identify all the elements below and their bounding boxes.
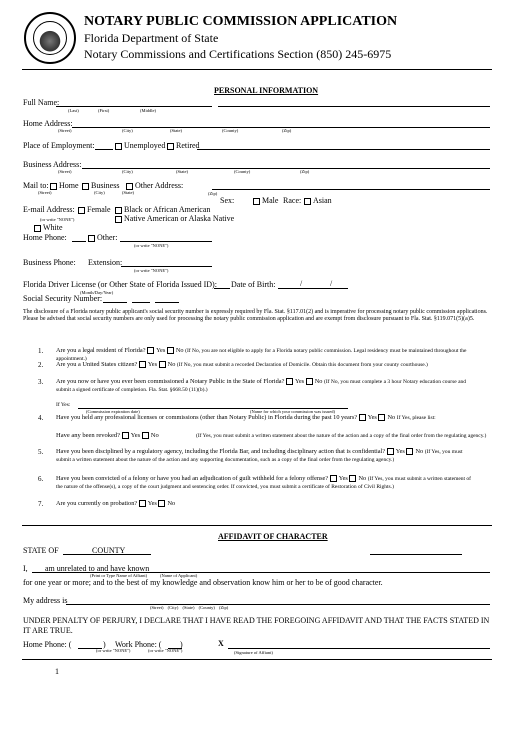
question-text: Are you now or have you ever been commissioned a Notary Public in the State of Florida? [56, 378, 285, 385]
question-item [56, 378, 476, 394]
unemployed-checkbox[interactable] [115, 143, 122, 150]
extension-label: Extension: [88, 258, 123, 267]
full-name-label: Full Name: [23, 98, 60, 107]
female-option[interactable]: Female [78, 205, 111, 214]
signature-x: X [218, 639, 224, 648]
mail-business-checkbox[interactable] [82, 183, 89, 190]
q4-revoked: Have any been revoked? Yes No [56, 432, 159, 439]
dl-field[interactable] [214, 288, 230, 289]
email-none-sub: (or write "NONE") [40, 217, 75, 222]
question-no-checkbox[interactable] [378, 414, 385, 421]
home-street-sub: (Street) [58, 128, 72, 133]
question-note: (If Yes, you must submit a written statement of the nature of the offense(s), a copy of the court judgment and sentencing order. If convicted, you must submit a certificate of Restoration of Civil Rights.) [56, 476, 472, 490]
home-address-field[interactable] [72, 127, 490, 128]
affiant-work-phone-label: Work Phone: ( [115, 640, 162, 649]
asian-option[interactable]: Asian [304, 196, 332, 205]
yes-label: Yes [367, 414, 377, 421]
dl-label: Florida Driver License (or Other State of Florida Issued ID): [23, 280, 217, 289]
female-checkbox[interactable] [78, 207, 85, 214]
yes-label: Yes [156, 347, 166, 354]
dob-field[interactable] [278, 288, 348, 289]
business-address-label: Business Address: [23, 160, 82, 169]
mail-home-checkbox[interactable] [50, 183, 57, 190]
yes-label: Yes [147, 361, 158, 368]
mail-business-option[interactable]: Business [82, 181, 119, 190]
yes-label: Yes [338, 475, 348, 482]
question-no-checkbox[interactable] [406, 448, 413, 455]
yes-label: Yes [294, 378, 305, 385]
biz-zip-sub: (Zip) [300, 169, 310, 174]
yes-label: Yes [395, 448, 405, 455]
affidavit-heading: AFFIDAVIT OF CHARACTER [218, 532, 328, 541]
biz-state-sub: (State) [176, 169, 188, 174]
seal-emblem [33, 21, 67, 55]
first-sub: (First) [98, 108, 110, 113]
full-name-field[interactable] [56, 106, 212, 107]
biz-city-sub: (City) [122, 169, 133, 174]
place-of-employment-label: Place of Employment: [23, 141, 95, 150]
no-label: No [167, 500, 176, 507]
ssn-part-1[interactable] [103, 302, 127, 303]
retired-option[interactable]: Retired [167, 141, 200, 150]
question-number: 7. [38, 500, 44, 508]
home-county-sub: (County) [222, 128, 239, 133]
applicant-name-sub: (Name of Applicant) [160, 573, 198, 578]
middle-sub: (Middle) [140, 108, 156, 113]
biz-street-sub: (Street) [58, 169, 72, 174]
home-zip-sub: (Zip) [282, 128, 292, 133]
work-phone-none-sub-2: (or write "NONE") [148, 648, 183, 653]
full-name-field-2[interactable] [218, 106, 490, 107]
business-phone-label: Business Phone: [23, 258, 76, 267]
unemployed-option[interactable]: Unemployed [115, 141, 165, 150]
race-native-checkbox[interactable] [115, 216, 122, 223]
question-note: If Yes, please list: [396, 415, 436, 421]
retired-checkbox[interactable] [167, 143, 174, 150]
asian-checkbox[interactable] [304, 198, 311, 205]
home-phone-paren: ) [103, 640, 106, 649]
form-title: NOTARY PUBLIC COMMISSION APPLICATION [84, 14, 398, 29]
male-checkbox[interactable] [253, 198, 260, 205]
one-year-statement: for one year or more; and to the best of my knowledge and observation know him or her to be of good character. [23, 578, 383, 587]
home-phone-other-option[interactable]: Other: [88, 233, 117, 242]
race-white-option[interactable]: White [34, 223, 63, 232]
employment-field-2[interactable] [197, 149, 490, 150]
home-phone-other-checkbox[interactable] [88, 235, 95, 242]
section-contact: Notary Commissions and Certifications Section (850) 245-6975 [84, 47, 392, 61]
other-state-sub: (State) [122, 190, 134, 195]
florida-state-seal [24, 12, 76, 64]
perjury-statement: UNDER PENALTY OF PERJURY, I DECLARE THAT I HAVE READ THE FOREGOING AFFIDAVIT AND THAT THE FACTS STATED IN IT ARE TRUE. [23, 616, 490, 635]
question-note: (If No, you are not eligible to apply for a Florida notary public commission. Legal residency must be maintained throughout the appointment.) [56, 348, 467, 362]
my-address-label: My address is [23, 596, 68, 605]
ssn-disclosure: The disclosure of a Florida notary public applicant's social security number is expressly required by Fla. Stat. §117.01(2) and is imperative for processing notary public commission applications. Please be advised that social security numbers are only used for processing the notary public commission application and are exempt from disclosure pursuant to Fla. Stat. §119.071(5)(a)5. [23, 309, 488, 322]
home-city-sub: (City) [122, 128, 133, 133]
question-text: Have you been convicted of a felony or have you had an adjudication of guilt withheld for a felony offense? [56, 475, 329, 482]
email-label: E-mail Address: [23, 205, 75, 214]
question-item [56, 500, 476, 508]
q3-expiration-sub: (Commission expiration date) [86, 409, 140, 414]
employment-field[interactable] [95, 149, 113, 150]
yes-label: Yes [147, 500, 157, 507]
affiant-address-field[interactable] [66, 604, 490, 605]
q4-revoked-yes-checkbox[interactable] [122, 432, 129, 439]
no-label: No [175, 347, 184, 354]
question-number: 2. [38, 361, 44, 369]
no-label: No [415, 448, 424, 455]
question-text: Are you a United States citizen? [56, 361, 138, 368]
race-black-checkbox[interactable] [115, 207, 122, 214]
work-phone-paren: ) [180, 640, 183, 649]
question-text: Are you a legal resident of Florida? [56, 347, 146, 354]
biz-county-sub: (County) [234, 169, 251, 174]
ssn-label: Social Security Number: [23, 294, 103, 303]
race-black-option[interactable]: Black or African American [115, 205, 210, 214]
department-name: Florida Department of State [84, 31, 219, 45]
home-state-sub: (State) [170, 128, 182, 133]
question-no-checkbox[interactable] [167, 347, 174, 354]
applicant-name-field[interactable] [150, 572, 490, 573]
business-address-field[interactable] [82, 168, 490, 169]
no-label: No [387, 414, 396, 421]
question-yes-checkbox[interactable] [330, 475, 337, 482]
footer-rule [22, 659, 492, 660]
state-of-label: STATE OF [23, 546, 59, 555]
question-item [56, 361, 476, 369]
q4-revoked-no-checkbox[interactable] [142, 432, 149, 439]
home-phone-field[interactable] [72, 241, 86, 242]
question-yes-checkbox[interactable] [147, 347, 154, 354]
q3-if-yes: If Yes: [56, 402, 71, 408]
q4-revoked-note: (If Yes, you must submit a written statement about the nature of the action and a copy of the final order from the regulating agency.) [196, 433, 487, 439]
question-note: (If No, you must complete a 3 hour Notary education course and submit a signed certificate of completion. Fla. Stat. §668.50 (11)(b).) [56, 379, 467, 393]
dob-sub: (Month/Day/Year) [80, 290, 114, 295]
question-text: Are you currently on probation? [56, 500, 138, 507]
ssn-part-3[interactable] [155, 302, 179, 303]
other-zip-sub: (Zip) [208, 191, 218, 196]
dob-label: Date of Birth: [231, 280, 276, 289]
race-native-option[interactable]: Native American or Alaska Native [115, 214, 234, 223]
question-number: 5. [38, 448, 44, 456]
question-number: 3. [38, 378, 44, 386]
page-number: 1 [55, 667, 59, 676]
question-yes-checkbox[interactable] [139, 361, 146, 368]
other-address-checkbox[interactable] [126, 183, 133, 190]
header-rule [22, 69, 492, 70]
q3-name-sub: (Name for which your commission was issued) [250, 409, 335, 414]
question-number: 1. [38, 347, 44, 355]
notary-use-field[interactable] [370, 554, 462, 555]
dob-slash-1: / [300, 279, 303, 288]
male-option[interactable]: Male [253, 196, 278, 205]
last-sub: (Last) [68, 108, 79, 113]
business-phone-none-sub: (or write "NONE") [134, 268, 169, 273]
home-phone-none-sub: (or write "NONE") [134, 243, 169, 248]
question-item [56, 448, 476, 464]
no-label: No [358, 475, 367, 482]
question-no-checkbox[interactable] [306, 378, 313, 385]
other-street-sub: (Street) [38, 190, 52, 195]
question-yes-checkbox[interactable] [139, 500, 146, 507]
question-text: Have you held any professional licenses or commissions (other than Notary Public) in Florida during the past 10 years? [56, 414, 358, 421]
affiant-home-phone-label: Home Phone: ( [23, 640, 72, 649]
mail-home-option[interactable]: Home [50, 181, 79, 190]
affiant-address-sub: (Street) (City) (State) (County) (Zip) [150, 605, 229, 610]
mail-to-label: Mail to: [23, 181, 49, 190]
home-phone-none-sub-2: (or write "NONE") [96, 648, 131, 653]
question-text: Have you been disciplined by a regulatory agency, including the Florida Bar, and including disciplinary action that is confidential? [56, 448, 386, 455]
question-item [56, 475, 476, 491]
signature-sub: (Signature of Affiant) [234, 650, 273, 655]
race-white-checkbox[interactable] [34, 225, 41, 232]
ssn-part-2[interactable] [132, 302, 150, 303]
sex-label: Sex: [220, 196, 235, 205]
dob-slash-2: / [330, 279, 333, 288]
question-no-checkbox[interactable] [159, 361, 166, 368]
county-label: COUNTY [92, 546, 126, 555]
question-number: 4. [38, 414, 44, 422]
question-yes-checkbox[interactable] [387, 448, 394, 455]
other-city-sub: (City) [94, 190, 105, 195]
unrelated-label: am unrelated to and have known [45, 564, 150, 573]
home-phone-other-field[interactable] [120, 241, 212, 242]
question-number: 6. [38, 475, 44, 483]
personal-info-heading: PERSONAL INFORMATION [214, 86, 319, 95]
home-address-label: Home Address: [23, 119, 73, 128]
question-item [56, 414, 476, 422]
question-no-checkbox[interactable] [349, 475, 356, 482]
affidavit-rule [22, 525, 492, 526]
i-label: I, [23, 564, 28, 573]
other-address-field[interactable] [212, 189, 490, 190]
question-yes-checkbox[interactable] [359, 414, 366, 421]
no-label: No [314, 378, 323, 385]
race-label: Race: [283, 196, 302, 205]
affiant-name-sub: (Print or Type Name of Affiant) [90, 573, 148, 578]
signature-line[interactable] [228, 648, 490, 649]
question-no-checkbox[interactable] [158, 500, 165, 507]
question-note: (If No, you must submit a recorded Declaration of Domicile. Obtain this document from your county courthouse.) [176, 362, 428, 368]
question-yes-checkbox[interactable] [286, 378, 293, 385]
no-label: No [167, 361, 176, 368]
extension-field[interactable] [121, 266, 212, 267]
question-note: (If Yes, you must submit a written statement about the nature of the action and any supporting documentation, such as a copy of the final order from the regulating agency.) [56, 449, 463, 463]
home-phone-label: Home Phone: [23, 233, 67, 242]
other-address-option[interactable]: Other Address: [126, 181, 183, 190]
